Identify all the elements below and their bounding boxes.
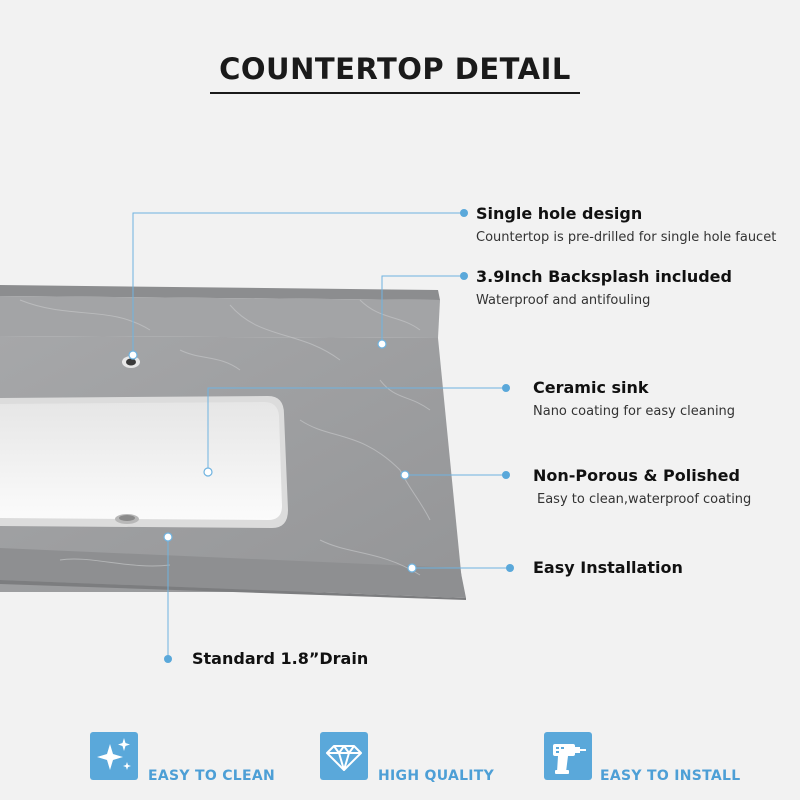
page-title: COUNTERTOP DETAIL xyxy=(219,52,571,86)
callout-heading: Non-Porous & Polished xyxy=(533,466,740,485)
callout-heading: Ceramic sink xyxy=(533,378,649,397)
callout-ceramic-sink xyxy=(533,378,735,420)
callout-drain xyxy=(192,649,368,669)
callout-description: Easy to clean,waterproof coating xyxy=(537,492,752,507)
drain xyxy=(115,514,139,524)
callout-single-hole xyxy=(476,204,776,246)
backsplash xyxy=(0,285,440,338)
feature-label: EASY TO INSTALL xyxy=(600,768,741,784)
callout-heading: Easy Installation xyxy=(533,558,683,577)
diamond-icon xyxy=(320,732,368,780)
sparkle-icon xyxy=(90,732,138,780)
callout-description: Countertop is pre-drilled for single hole faucet xyxy=(476,230,777,245)
callout-heading: Standard 1.8”Drain xyxy=(192,649,369,668)
callout-description: Nano coating for easy cleaning xyxy=(533,404,736,419)
callout-description: Waterproof and antifouling xyxy=(476,293,651,308)
feature-label: HIGH QUALITY xyxy=(378,768,495,784)
callout-heading: 3.9Inch Backsplash included xyxy=(476,267,732,286)
callout-backsplash xyxy=(476,267,732,309)
ceramic-sink-basin xyxy=(0,396,288,528)
feature-label: EASY TO CLEAN xyxy=(148,768,276,784)
callout-non-porous xyxy=(533,466,751,508)
drill-icon xyxy=(544,732,592,780)
callout-easy-installation xyxy=(533,558,683,578)
callout-heading: Single hole design xyxy=(476,204,643,223)
